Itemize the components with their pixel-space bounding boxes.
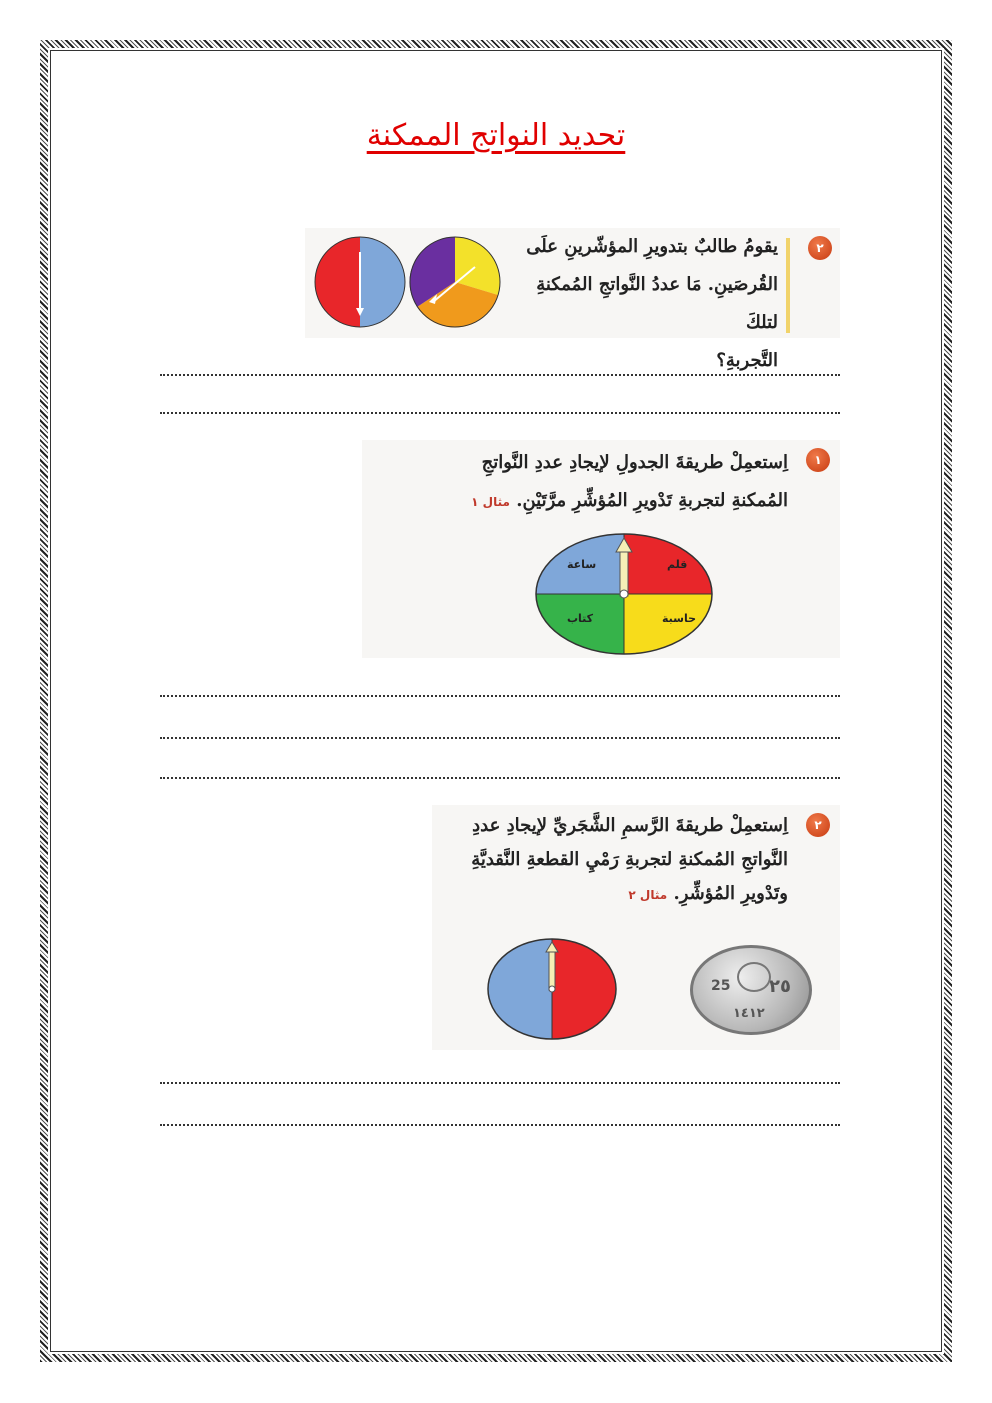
- answer-line[interactable]: [160, 775, 840, 779]
- coin-value-ar: ٢٥: [769, 976, 791, 997]
- question-line: التَّجربةِ؟: [716, 350, 778, 371]
- spinner-label-calculator: حاسبة: [662, 612, 697, 625]
- coin-image: [690, 945, 812, 1035]
- answer-line[interactable]: [160, 410, 840, 414]
- example-reference: مثال ٢: [628, 888, 668, 902]
- page-title: تحديد النواتج الممكنة: [366, 118, 626, 153]
- pointer-icon: [620, 550, 628, 596]
- spinner-label-book: كتاب: [567, 612, 594, 625]
- question-line: اِستعمِلْ طريقةَ الرَّسمِ الشَّجَريِّ لإيجادِ عددِ: [472, 815, 788, 836]
- question-line: [428, 877, 788, 912]
- answer-line[interactable]: [160, 1122, 840, 1126]
- question-text: [378, 444, 788, 521]
- coin-value-en: 25: [711, 978, 731, 994]
- answer-line[interactable]: [160, 1080, 840, 1084]
- question-line: اِستعمِلْ طريقةَ الجدولِ لإيجادِ عددِ النَّواتجِ: [481, 452, 788, 473]
- question-line-text: المُمكنةِ لتجربةِ تَدْويرِ المُؤشِّرِ مرَّتَيْنِ.: [516, 490, 788, 511]
- question-line: النَّواتجِ المُمكنةِ لتجربةِ رَمْيِ القطعةِ النَّقديَّةِ: [471, 849, 788, 870]
- question-number-badge: ٢: [806, 813, 830, 837]
- spinner-four-items: [534, 532, 714, 656]
- spinner-label-pen: قلم: [667, 558, 688, 571]
- answer-line[interactable]: [160, 693, 840, 697]
- question-text: [508, 228, 778, 380]
- question-number-badge: ٢: [808, 236, 832, 260]
- spinner-label-watch: ساعة: [567, 558, 597, 571]
- answer-line[interactable]: [160, 735, 840, 739]
- question-line: [378, 482, 788, 521]
- question-line: يقومُ طالبٌ بتدويرِ المؤشّرينِ علَى: [526, 236, 778, 257]
- pointer-icon: [549, 950, 555, 990]
- coin-emblem-icon: [737, 962, 771, 992]
- example-reference: مثال ١: [471, 495, 510, 509]
- answer-line[interactable]: [160, 372, 840, 376]
- spinner-three-colors: [405, 232, 505, 332]
- question-text: [428, 809, 788, 912]
- highlight-bar: [786, 238, 790, 333]
- question-card-2: [362, 440, 840, 658]
- spinner-red-blue: [310, 232, 410, 332]
- question-line-text: وتَدْويرِ المُؤشِّرِ.: [673, 883, 788, 904]
- coin-year: ١٤١٢: [733, 1006, 765, 1021]
- question-line: القُرصَينِ. مَا عددُ النَّواتجِ المُمكنةِ لتلكَ: [536, 274, 778, 333]
- question-number-badge: ١: [806, 448, 830, 472]
- question-card-1: [305, 228, 840, 371]
- spinner-red-blue-large: [486, 938, 618, 1040]
